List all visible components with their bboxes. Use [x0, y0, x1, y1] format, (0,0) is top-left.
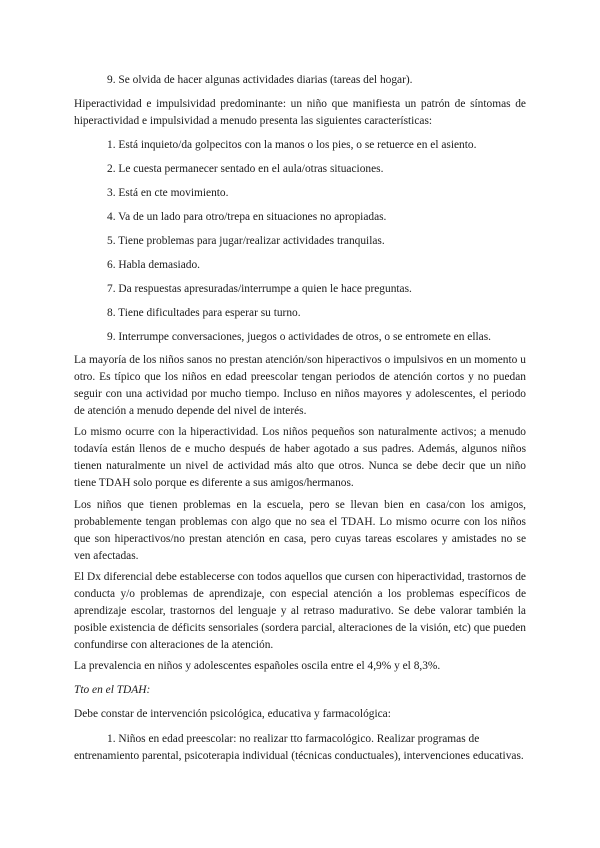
- section-heading: Tto en el TDAH:: [74, 684, 151, 696]
- list-item: 2. Le cuesta permanecer sentado en el aula/otras situaciones.: [107, 163, 384, 175]
- list-item: 8. Tiene dificultades para esperar su turno.: [107, 307, 301, 319]
- section-intro: Debe constar de intervención psicológica, educativa y farmacológica:: [74, 708, 391, 720]
- paragraph: Los niños que tienen problemas en la escuela, pero se llevan bien en casa/con los amigos, probablemente tengan problemas con algo que no sea el TDAH. Lo mismo ocurre con los niños que son hiperactivos/no prestan atención en casa, pero cuyas tareas escolares y amistades no se ven afectadas.: [74, 499, 526, 562]
- list-item: 9. Interrumpe conversaciones, juegos o actividades de otros, o se entromete en ellas.: [107, 331, 491, 343]
- hyperactivity-intro: Hiperactividad e impulsividad predominante: un niño que manifiesta un patrón de síntomas de hiperactividad e impulsividad a menudo presenta las siguientes características:: [74, 98, 526, 127]
- list-item-continuation: entrenamiento parental, psicoterapia individual (técnicas conductuales), intervenciones educativas.: [74, 750, 524, 762]
- paragraph: La mayoría de los niños sanos no prestan atención/son hiperactivos o impulsivos en un momento u otro. Es típico que los niños en edad preescolar tengan periodos de atención cortos y no puedan seguir con una actividad por mucho tiempo. Incluso en niños mayores y adolescentes, el periodo de atención a menudo depende del nivel de interés.: [74, 354, 526, 417]
- list-item: 4. Va de un lado para otro/trepa en situaciones no apropiadas.: [107, 211, 387, 223]
- list-item-first-line: 1. Niños en edad preescolar: no realizar tto farmacológico. Realizar programas de: [107, 733, 480, 745]
- prevalence-paragraph: La prevalencia en niños y adolescentes españoles oscila entre el 4,9% y el 8,3%.: [74, 660, 441, 672]
- paragraph: El Dx diferencial debe establecerse con todos aquellos que cursen con hiperactividad, trastornos de conducta y/o problemas de aprendizaje, con especial atención a los problemas específicos de aprendizaje escolar, trastornos del lenguaje y al retraso madurativo. Se debe valorar también la posible existencia de déficits sensoriales (sordera parcial, alteraciones de la visión, etc) que pueden confundirse con alteraciones de la atención.: [74, 571, 526, 651]
- list-item: 7. Da respuestas apresuradas/interrumpe a quien le hace preguntas.: [107, 283, 412, 295]
- list-item: 9. Se olvida de hacer algunas actividades diarias (tareas del hogar).: [107, 74, 413, 86]
- list-item: 5. Tiene problemas para jugar/realizar actividades tranquilas.: [107, 235, 385, 247]
- paragraph: Lo mismo ocurre con la hiperactividad. Los niños pequeños son naturalmente activos; a menudo todavía están llenos de e mucho después de haber agotado a sus padres. Además, algunos niños tienen naturalmente un nivel de actividad más alto que otros. Nunca se debe decir que un niño tiene TDAH solo porque es diferente a sus amigos/hermanos.: [74, 426, 526, 489]
- list-item: 3. Está en cte movimiento.: [107, 187, 229, 199]
- list-item: 1. Está inquieto/da golpecitos con la manos o los pies, o se retuerce en el asiento.: [107, 139, 477, 151]
- list-item: 6. Habla demasiado.: [107, 259, 200, 271]
